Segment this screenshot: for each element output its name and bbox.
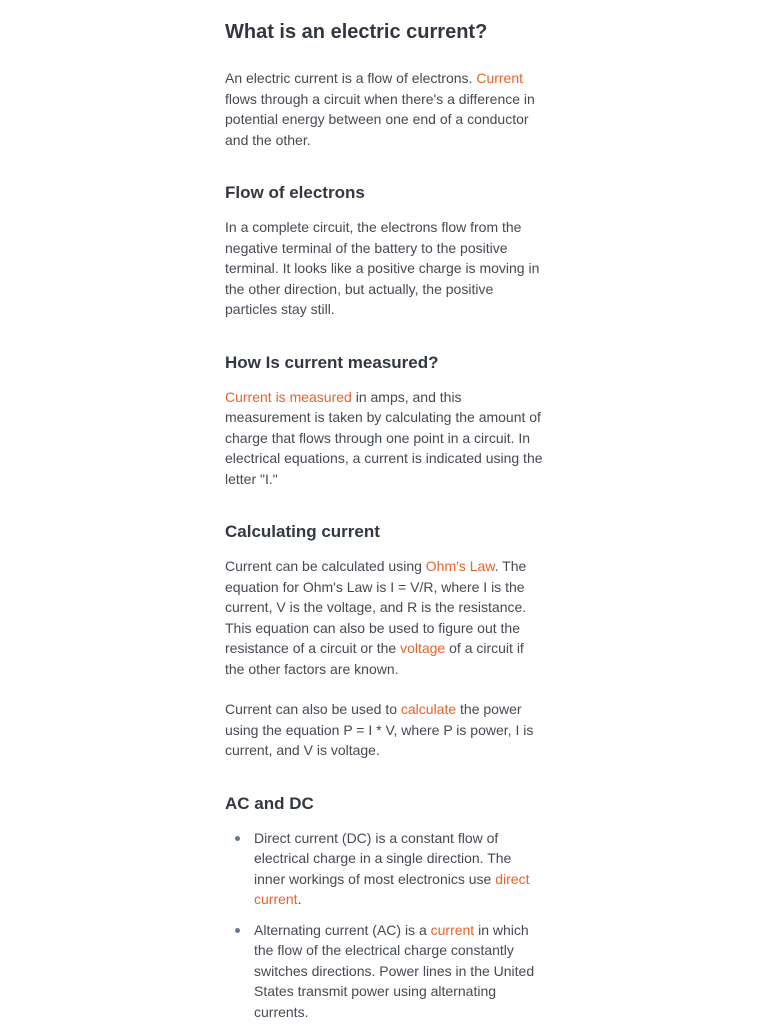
- acdc-heading: AC and DC: [225, 793, 314, 813]
- intro-text-1: An electric current is a flow of electrons.: [225, 70, 477, 86]
- calculating-paragraph-1: [225, 556, 545, 679]
- calc2-text-1: Current can also be used to: [225, 701, 401, 717]
- calc-text-1: Current can be calculated using: [225, 558, 426, 574]
- dc-text-2: .: [297, 891, 302, 907]
- bullet-dot: [235, 836, 240, 841]
- page-title: What is an electric current?: [225, 21, 488, 43]
- direct-current-link[interactable]: direct current: [254, 870, 530, 907]
- bullet-dot: [235, 928, 240, 933]
- calc-text-3: of a circuit if the other factors are known.: [225, 640, 524, 677]
- intro-paragraph: [225, 68, 545, 150]
- calculating-paragraph-2: [225, 699, 545, 761]
- calc-text-2: . The equation for Ohm's Law is I = V/R, where I is the current, V is the voltage, and R is the resistance. This equation can also be used to figure out the resistance of a circuit or the: [225, 558, 527, 656]
- acdc-list: [225, 828, 545, 1023]
- current-link[interactable]: Current: [476, 70, 524, 86]
- list-item-ac: [225, 920, 545, 1023]
- flow-heading: Flow of electrons: [225, 183, 365, 202]
- calculate-link[interactable]: calculate: [400, 701, 457, 717]
- intro-text-2: flows through a circuit when there's a difference in potential energy between one end of a conductor and the other.: [225, 90, 535, 148]
- article: [225, 18, 545, 1032]
- measured-text: in amps, and this measurement is taken by calculating the amount of charge that flows through one point in a circuit. In electrical equations, a current is indicated using the letter "I.": [225, 388, 543, 487]
- dc-text-1: Direct current (DC) is a constant flow of electrical charge in a single direction. The inner workings of most electronics use: [254, 829, 512, 887]
- ac-current-link[interactable]: current: [430, 921, 475, 938]
- ac-text-1: Alternating current (AC) is a: [254, 921, 431, 938]
- ohms-law-link[interactable]: Ohm's Law: [425, 558, 495, 574]
- current-measured-link[interactable]: Current is measured: [225, 388, 352, 405]
- list-item-dc: [225, 828, 545, 910]
- calc2-text-2: the power using the equation P = I * V, where P is power, I is current, and V is voltage.: [225, 701, 534, 758]
- flow-paragraph: In a complete circuit, the electrons flow from the negative terminal of the battery to the positive terminal. It looks like a positive charge is moving in the other direction, but actually, the positive particles stay still.: [225, 219, 540, 317]
- voltage-link[interactable]: voltage: [400, 640, 446, 656]
- ac-text-2: in which the flow of the electrical charge constantly switches directions. Power lines in the United States transmit power using alternating currents.: [254, 921, 535, 1020]
- measured-paragraph: [225, 387, 545, 490]
- measured-heading: How Is current measured?: [225, 352, 439, 372]
- calculating-heading: Calculating current: [225, 522, 380, 541]
